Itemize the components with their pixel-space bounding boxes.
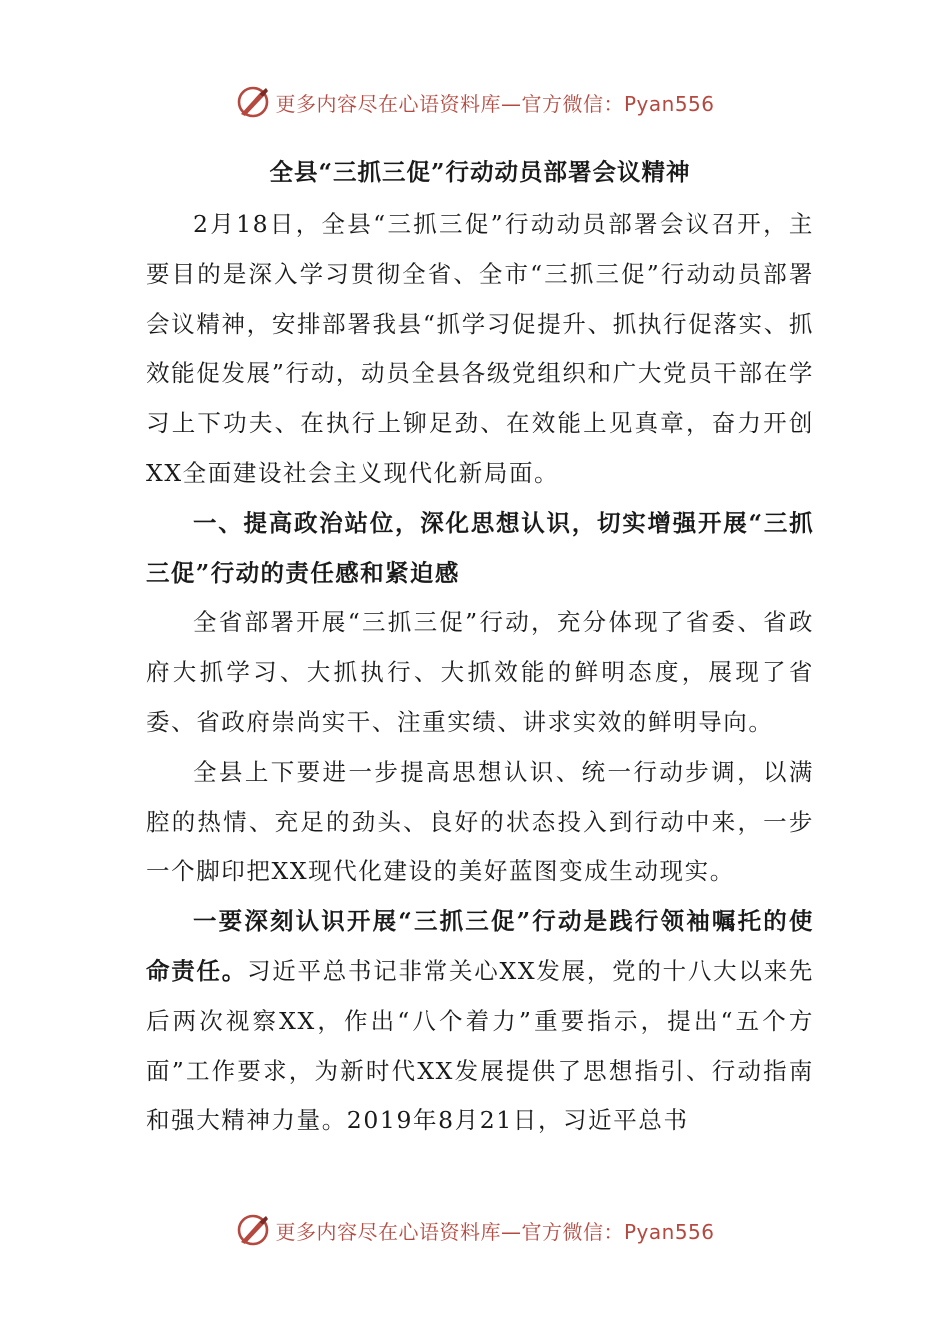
watermark-text: 更多内容尽在心语资料库—官方微信：Pyan556: [275, 91, 715, 116]
document-title: 全县“三抓三促”行动动员部署会议精神: [269, 158, 691, 186]
paragraph-intro: 2月18日，全县“三抓三促”行动动员部署会议召开，主要目的是深入学习贯彻全省、全市“三抓三促”行动动员部署会议精神，安排部署我县“抓学习促提升、抓执行促落实、抓效能促发展”行动，动员全县各级党组织和广大党员干部在学习上下功夫、在执行上铆足劲、在效能上见真章，奋力开创XX全面建设社会主义现代化新局面。: [146, 210, 814, 487]
watermark-banner-top: [0, 82, 950, 122]
paragraph-body: 全省部署开展“三抓三促”行动，充分体现了省委、省政府大抓学习、大抓执行、大抓效能的鲜明态度，展现了省委、省政府崇尚实干、注重实绩、讲求实效的鲜明导向。: [146, 608, 814, 736]
document-body: [146, 150, 814, 1146]
watermark-banner-bottom: [0, 1210, 950, 1250]
paragraph-text: 习近平总书记非常关心XX发展，党的十八大以来先后两次视察XX，作出“八个着力”重要指示，提出“五个方面”工作要求，为新时代XX发展提供了思想指引、行动指南和强大精神力量。2019年8月21日，习近平总书: [146, 956, 814, 1135]
paragraph-with-lead: [146, 897, 814, 1146]
watermark-text: 更多内容尽在心语资料库—官方微信：Pyan556: [275, 1219, 715, 1244]
section-heading-1: 一、提高政治站位，深化思想认识，切实增强开展“三抓三促”行动的责任感和紧迫感: [146, 508, 814, 587]
brush-logo-icon: [235, 84, 271, 120]
paragraph-lead-sentence: 一要深刻认识开展“三抓三促”行动是践行领袖嘱托的使命责任。: [146, 907, 814, 985]
brush-logo-icon: [235, 1212, 271, 1248]
paragraph-body: 全县上下要进一步提高思想认识、统一行动步调，以满腔的热情、充足的劲头、良好的状态投入到行动中来，一步一个脚印把XX现代化建设的美好蓝图变成生动现实。: [146, 757, 814, 886]
